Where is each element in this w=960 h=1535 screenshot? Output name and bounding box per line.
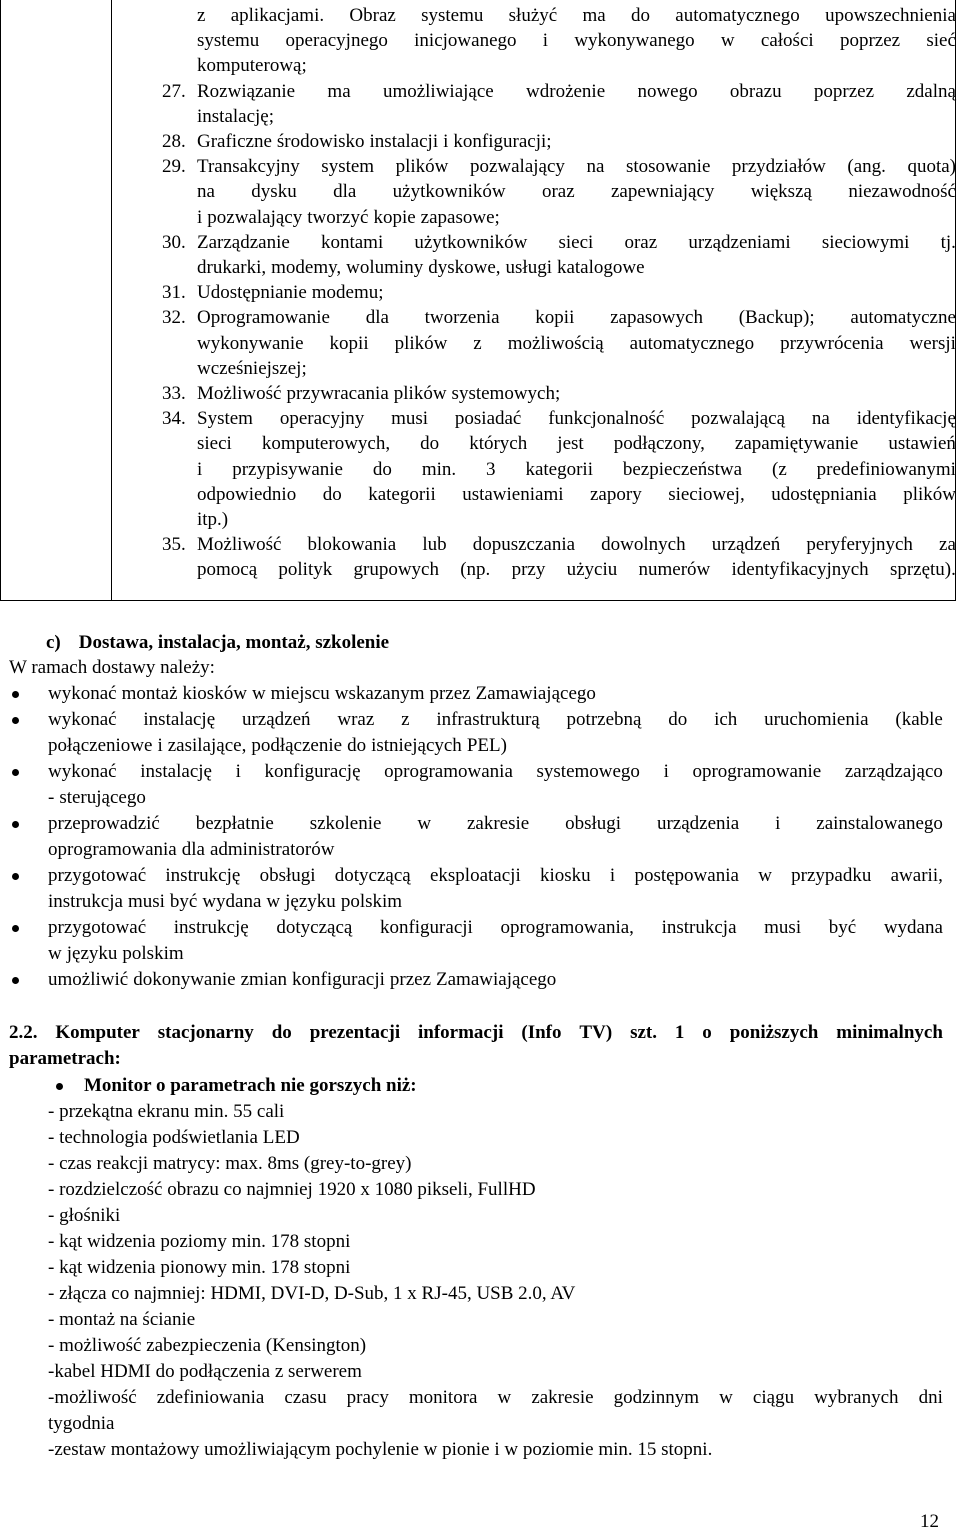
item-number: 30. — [162, 231, 186, 253]
monitor-heading: Monitor o parametrach nie gorszych niż: — [84, 1075, 417, 1096]
table-line: 29. Transakcyjny system plików pozwalający na stosowanie przydziałów (ang. quota) — [197, 154, 956, 180]
list-item-line: wykonać instalację i konfigurację oprogramowania systemowego i oprogramowanie zarządzająco — [48, 761, 943, 782]
table-line: wykonywanie kopii plików z możliwością automatycznego przywrócenia wersji — [197, 332, 956, 354]
list-item-line: przeprowadzić bezpłatnie szkolenie w zakresie obsługi urządzenia i zainstalowanego — [48, 813, 943, 834]
section-c-intro: W ramach dostawy należy: — [9, 657, 215, 678]
list-item-line: przygotować instrukcję obsługi dotyczącą eksploatacji kiosku i postępowania w przypadku awarii, — [48, 865, 943, 886]
param-line: tygodnia — [48, 1413, 115, 1434]
item-number: 29. — [162, 156, 186, 178]
list-item-line: przygotować instrukcję dotyczącą konfiguracji oprogramowania, instrukcja musi być wydana — [48, 917, 943, 938]
bullet-icon — [12, 977, 19, 984]
list-item-line: instrukcja musi być wydana w języku polskim — [48, 891, 403, 912]
bullet-icon — [12, 925, 19, 932]
bullet-icon — [12, 717, 19, 724]
spec-table — [0, 0, 956, 601]
item-number: 35. — [162, 534, 186, 556]
table-line: 35. Możliwość blokowania lub dopuszczania dowolnych urządzeń peryferyjnych za — [197, 532, 956, 558]
list-item-line: - sterującego — [48, 787, 146, 808]
table-line: na dysku dla użytkowników oraz zapewniający większą niezawodność — [197, 181, 956, 203]
table-line: wcześniejszej; — [197, 357, 307, 379]
param-line: - złącza co najmniej: HDMI, DVI-D, D-Sub, 1 x RJ-45, USB 2.0, AV — [48, 1283, 576, 1304]
param-line: - czas reakcji matrycy: max. 8ms (grey-to-grey) — [48, 1153, 412, 1174]
table-right-cell — [113, 0, 955, 600]
table-line: sieci komputerowych, do których jest podłączony, zapamiętywanie ustawień — [197, 433, 956, 455]
param-line: - technologia podświetlania LED — [48, 1127, 300, 1148]
list-item-line: w języku polskim — [48, 943, 184, 964]
section-22-heading-line1: 2.2. Komputer stacjonarny do prezentacji informacji (Info TV) szt. 1 o poniższych minimalnych — [9, 1022, 943, 1043]
table-line: pomocą polityk grupowych (np. przy użyciu numerów identyfikacyjnych sprzętu). — [197, 559, 956, 581]
table-left-cell — [1, 0, 112, 600]
table-line: z aplikacjami. Obraz systemu służyć ma do automatycznego upowszechnienia — [197, 5, 956, 26]
param-line: - możliwość zabezpieczenia (Kensington) — [48, 1335, 367, 1356]
section-22-heading-line2: parametrach: — [9, 1048, 121, 1069]
item-number: 34. — [162, 408, 186, 430]
param-line: - przekątna ekranu min. 55 cali — [48, 1101, 285, 1122]
table-line: 30. Zarządzanie kontami użytkowników sieci oraz urządzeniami sieciowymi tj. — [197, 230, 956, 256]
item-number: 32. — [162, 307, 186, 329]
table-line: 31. Udostępnianie modemu; — [197, 280, 956, 306]
list-item-line: wykonać instalację urządzeń wraz z infrastrukturą potrzebną do ich uruchomienia (kable — [48, 709, 943, 730]
list-item-line: wykonać montaż kiosków w miejscu wskazanym przez Zamawiającego — [48, 683, 596, 704]
table-line: i przypisywanie do min. 3 kategorii bezpieczeństwa (z predefiniowanymi — [197, 458, 956, 480]
item-number: 28. — [162, 131, 186, 152]
bullet-icon — [12, 821, 19, 828]
param-line: - kąt widzenia pionowy min. 178 stopni — [48, 1257, 351, 1278]
table-line: odpowiednio do kategorii ustawieniami zapory sieciowej, udostępniania plików — [197, 483, 956, 505]
item-number: 31. — [162, 282, 186, 304]
table-line: 33. Możliwość przywracania plików systemowych; — [197, 381, 956, 407]
table-line: 27. Rozwiązanie ma umożliwiające wdrożenie nowego obrazu poprzez zdalną — [197, 79, 956, 105]
table-line: drukarki, modemy, woluminy dyskowe, usługi katalogowe — [197, 257, 645, 278]
table-line: 28. Graficzne środowisko instalacji i konfiguracji; — [197, 129, 956, 155]
page-number: 12 — [920, 1511, 939, 1532]
param-line: - kąt widzenia poziomy min. 178 stopni — [48, 1231, 351, 1252]
table-line: 34. System operacyjny musi posiadać funkcjonalność pozwalającą na identyfikację — [197, 406, 956, 432]
section-c-letter: c) — [46, 632, 61, 653]
item-number: 27. — [162, 80, 186, 102]
param-line: - montaż na ścianie — [48, 1309, 196, 1330]
list-item-line: połączeniowe i zasilające, podłączenie do istniejących PEL) — [48, 735, 507, 756]
param-line: -kabel HDMI do podłączenia z serwerem — [48, 1361, 362, 1382]
param-line: -możliwość zdefiniowania czasu pracy monitora w zakresie godzinnym w ciągu wybranych dni — [48, 1387, 943, 1408]
list-item-line: oprogramowania dla administratorów — [48, 839, 335, 860]
table-line: i pozwalający tworzyć kopie zapasowe; — [197, 206, 500, 228]
table-line: instalację; — [197, 105, 275, 127]
list-item-line: umożliwić dokonywanie zmian konfiguracji przez Zamawiającego — [48, 969, 557, 990]
section-c-heading — [46, 630, 389, 656]
param-line: -zestaw montażowy umożliwiającym pochylenie w pionie i w poziomie min. 15 stopni. — [48, 1439, 713, 1460]
bullet-icon — [56, 1083, 63, 1090]
table-line: komputerową; — [197, 55, 307, 77]
table-line: 32. Oprogramowanie dla tworzenia kopii zapasowych (Backup); automatyczne — [197, 305, 956, 331]
bullet-icon — [12, 691, 19, 698]
param-line: - głośniki — [48, 1205, 121, 1226]
table-line: systemu operacyjnego inicjowanego i wykonywanego w całości poprzez sieć — [197, 30, 956, 52]
param-line: - rozdzielczość obrazu co najmniej 1920 x 1080 pikseli, FullHD — [48, 1179, 536, 1200]
bullet-icon — [12, 873, 19, 880]
section-c-title: Dostawa, instalacja, montaż, szkolenie — [78, 632, 390, 653]
table-line: itp.) — [197, 509, 229, 530]
item-number: 33. — [162, 383, 186, 404]
bullet-icon — [12, 769, 19, 776]
